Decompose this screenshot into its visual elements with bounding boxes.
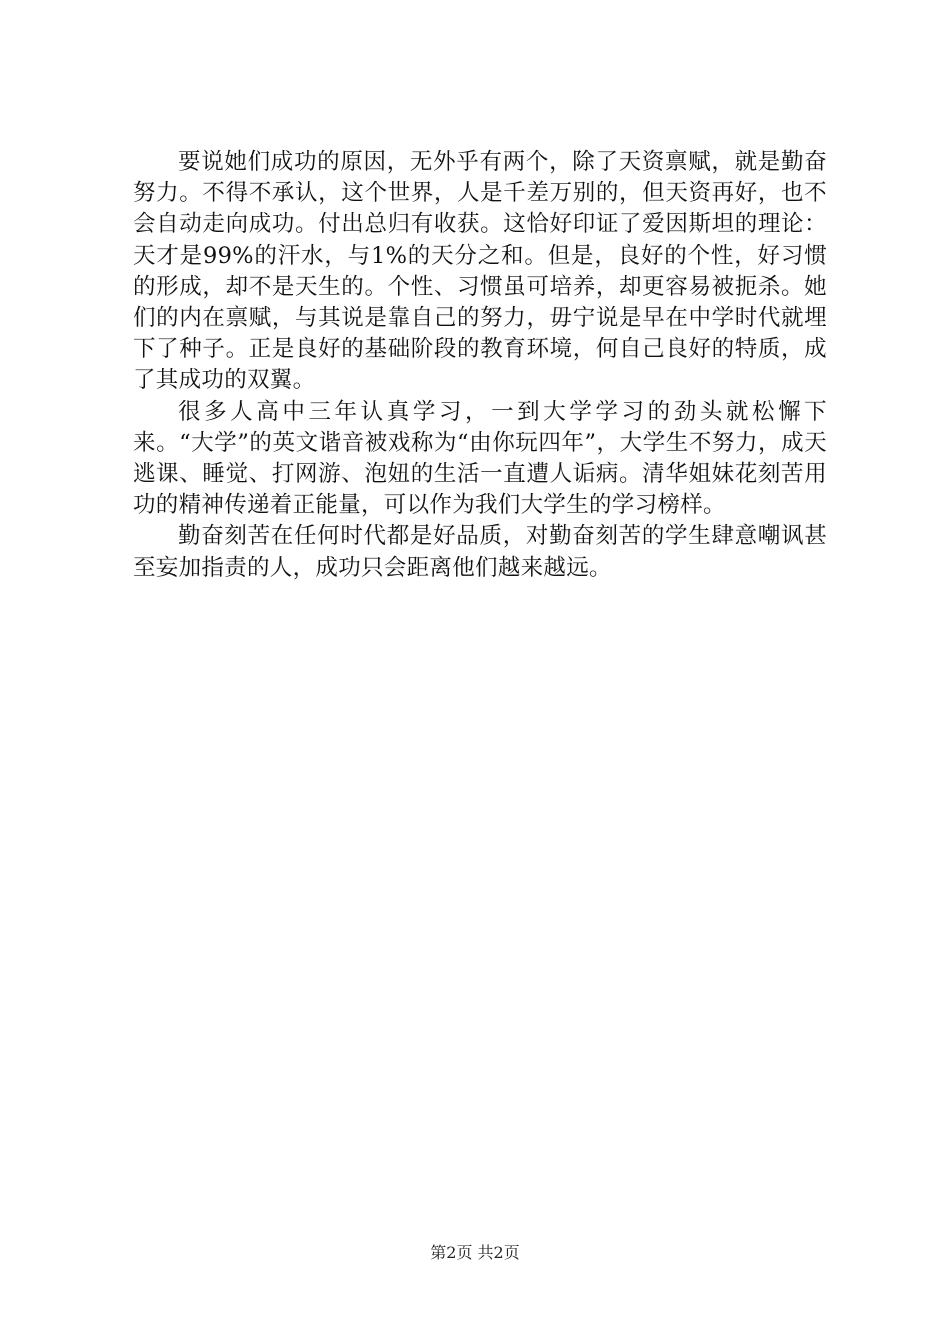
paragraph-3: 勤奋刻苦在任何时代都是好品质，对勤奋刻苦的学生肆意嘲讽甚至妄加指责的人，成功只会距离他们越来越远。 xyxy=(133,523,827,581)
paragraph-2: 很多人高中三年认真学习，一到大学学习的劲头就松懈下来。“大学”的英文谐音被戏称为“由你玩四年”，大学生不努力，成天逃课、睡觉、打网游、泡妞的生活一直遭人诟病。清华姐妹花刻苦用功的精神传递着正能量，可以作为我们大学生的学习榜样。 xyxy=(133,398,827,519)
page-footer: 第2页 共2页 xyxy=(430,1243,520,1262)
body-text xyxy=(133,147,827,584)
paragraph-1: 要说她们成功的原因，无外乎有两个，除了天资禀赋，就是勤奋努力。不得不承认，这个世界，人是千差万别的，但天资再好，也不会自动走向成功。付出总归有收获。这恰好印证了爱因斯坦的理论：天才是99%的汗水，与1%的天分之和。但是，良好的个性，好习惯的形成，却不是天生的。个性、习惯虽可培养，却更容易被扼杀。她们的内在禀赋，与其说是靠自己的努力，毋宁说是早在中学时代就埋下了种子。正是良好的基础阶段的教育环境，何自己良好的特质，成了其成功的双翼。 xyxy=(133,149,827,394)
